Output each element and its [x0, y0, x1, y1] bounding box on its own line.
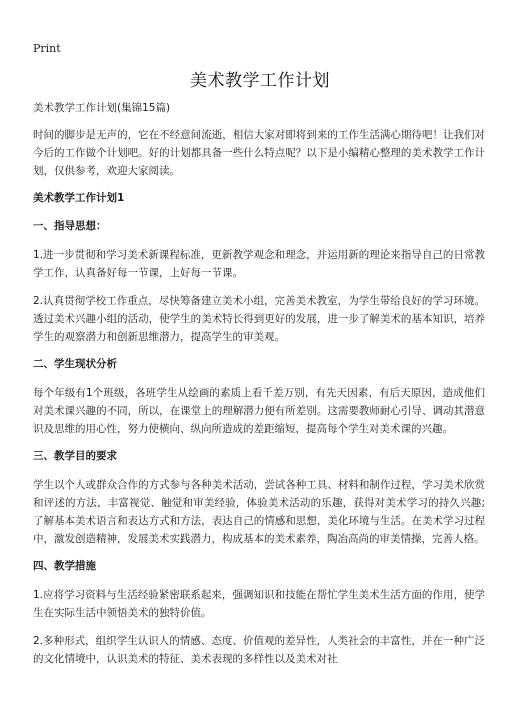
section2-paragraph-1: 每个年级有1个班级，各班学生从绘画的素质上看千差万别，有先天因素，有后天原因，造成他们对美术课兴趣的不同，所以，在课堂上的理解潜力便有所差别。这需要教师耐心引导、调动其潜意识及思维的用心性，努力使横向、纵向所造成的差距缩短，提高每个学生对美术课的兴趣。	[33, 387, 485, 435]
section-heading-guiding-thought: 一、指导思想：	[33, 220, 107, 232]
intro-paragraph: 时间的脚步是无声的，它在不经意间流逝，相信大家对即将到来的工作生活满心期待吧！让我们对今后的工作做个计划吧。好的计划都具备一些什么特点呢？以下是小编精心整理的美术教学工作计划，仅供参考，欢迎大家阅读。	[33, 129, 485, 177]
document-body	[33, 100, 485, 678]
section-heading-student-analysis: 二、学生现状分析	[33, 358, 117, 370]
section1-paragraph-2: 2.认真贯彻学校工作重点，尽快筹备建立美术小组，完善美术教室，为学生带给良好的学习环境。透过美术兴趣小组的活动，使学生的美术特长得到更好的发展，进一步了解美术的基本知识，培养学生的观察潜力和创新思维潜力，提高学生的审美观。	[33, 295, 485, 343]
section4-paragraph-1: 1.应将学习资料与生活经验紧密联系起来，强调知识和技能在帮忙学生美术生活方面的作用，使学生在实际生活中领悟美术的独特价值。	[33, 589, 485, 619]
page-title: 美术教学工作计划	[190, 71, 330, 91]
document-subtitle: 美术教学工作计划(集锦15篇)	[33, 102, 171, 114]
plan-heading: 美术教学工作计划1	[33, 192, 125, 204]
section-heading-teaching-measures: 四、教学措施	[33, 560, 96, 572]
section1-paragraph-1: 1.进一步贯彻和学习美术新课程标准，更新教学观念和理念，并运用新的理论来指导自己的日常教学工作，认真备好每一节课，上好每一节课。	[33, 249, 485, 279]
print-label: Print	[33, 42, 61, 55]
section3-paragraph-1: 学生以个人或群众合作的方式参与各种美术活动，尝试各种工具、材料和制作过程，学习美术欣赏和评述的方法，丰富视觉、触觉和审美经验，体验美术活动的乐趣，获得对美术学习的持久兴趣;了解基本美术语言和表达方式和方法，表达自己的情感和思想，美化环境与生活。在美术学习过程中，激发创造精神，发展美术实践潜力，构成基本的美术素养，陶冶高尚的审美情操，完善人格。	[33, 479, 485, 545]
section-heading-teaching-goals: 三、教学目的要求	[33, 450, 117, 462]
section4-paragraph-2: 2.多种形式，组织学生认识人的情感、态度、价值观的差异性，人类社会的丰富性，并在一种广泛的文化情境中，认识美术的特征、美术表现的多样性以及美术对社	[33, 635, 485, 665]
